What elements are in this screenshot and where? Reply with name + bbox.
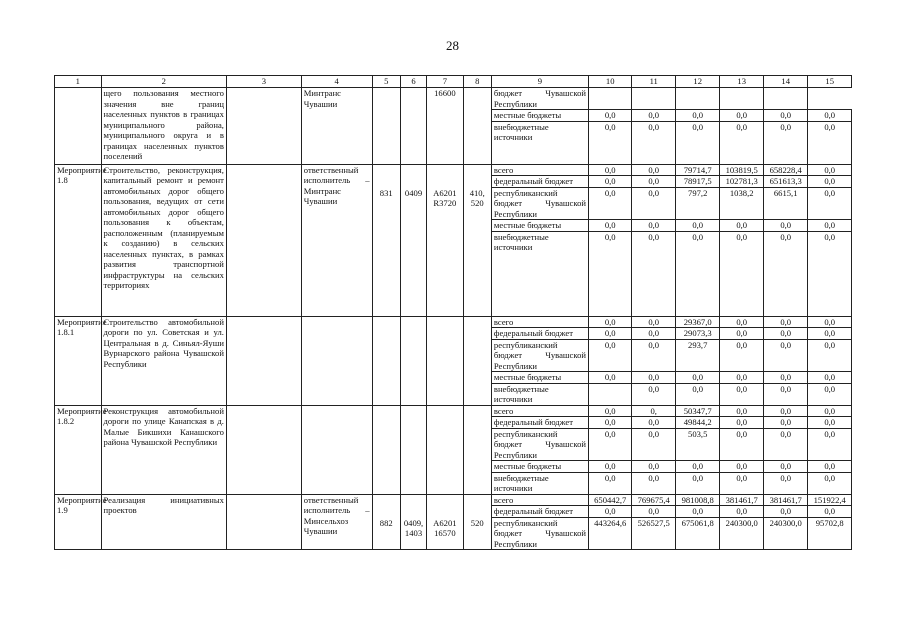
- funding-source: бюджет Чувашской Республики: [491, 88, 588, 110]
- amount-cell: 675061,8: [675, 517, 720, 550]
- measure-code: Мероприятие 1.8: [55, 164, 102, 316]
- funding-source: местные бюджеты: [491, 372, 588, 384]
- amount-cell: 0,0: [720, 339, 763, 372]
- column-number: 2: [101, 76, 226, 88]
- amount-cell: 0,0: [588, 506, 631, 518]
- amount-cell: 0,0: [632, 220, 675, 232]
- amount-cell: 0,0: [588, 417, 631, 429]
- table-row: [55, 164, 852, 176]
- subprogram-cell: [226, 316, 301, 405]
- amount-cell: 103819,5: [720, 164, 763, 176]
- amount-cell: 6615,1: [763, 187, 808, 220]
- amount-cell: 0,0: [720, 231, 763, 316]
- funding-source: республиканский бюджет Чувашской Республики: [491, 517, 588, 550]
- funding-source: всего: [491, 405, 588, 417]
- amount-cell: 0,0: [808, 164, 852, 176]
- target-article: A6201 16570: [427, 494, 463, 550]
- amount-cell: 0,0: [720, 506, 763, 518]
- amount-cell: 381461,7: [763, 494, 808, 506]
- amount-cell: 29367,0: [675, 316, 720, 328]
- amount-cell: 0,0: [588, 328, 631, 340]
- amount-cell: 0,0: [675, 231, 720, 316]
- amount-cell: 0,0: [808, 383, 852, 405]
- target-article: [427, 316, 463, 405]
- funding-source: внебюджетные источники: [491, 472, 588, 494]
- section-code: 0409: [400, 164, 426, 316]
- amount-cell: 650442,7: [588, 494, 631, 506]
- amount-cell: 0,0: [675, 461, 720, 473]
- amount-cell: 0,0: [632, 328, 675, 340]
- grbs-code: 831: [372, 164, 400, 316]
- amount-cell: 0,0: [588, 110, 631, 122]
- amount-cell: 0,0: [588, 164, 631, 176]
- amount-cell: 503,5: [675, 428, 720, 461]
- subprogram-cell: [226, 164, 301, 316]
- amount-cell: 0,0: [588, 187, 631, 220]
- table-row: [55, 88, 852, 110]
- amount-cell: 0,0: [588, 461, 631, 473]
- table-body: [55, 76, 852, 550]
- funding-source: местные бюджеты: [491, 220, 588, 232]
- section-code: 0409, 1403: [400, 494, 426, 550]
- amount-cell: 0,0: [763, 110, 808, 122]
- column-number: 5: [372, 76, 400, 88]
- amount-cell: 0,0: [720, 110, 763, 122]
- amount-cell: 0,0: [588, 121, 631, 164]
- table-row: [55, 494, 852, 506]
- amount-cell: 0,0: [588, 220, 631, 232]
- amount-cell: 0,0: [720, 220, 763, 232]
- amount-cell: 0,0: [632, 339, 675, 372]
- amount-cell: 0,0: [763, 461, 808, 473]
- column-number: 13: [720, 76, 763, 88]
- amount-cell: 0,0: [720, 383, 763, 405]
- amount-cell: 0,0: [632, 187, 675, 220]
- amount-cell: 0,0: [808, 339, 852, 372]
- amount-cell: 0,0: [632, 417, 675, 429]
- column-number: 10: [588, 76, 631, 88]
- amount-cell: 293,7: [675, 339, 720, 372]
- amount-cell: 0,0: [720, 121, 763, 164]
- amount-cell: 0,0: [675, 383, 720, 405]
- column-number: 15: [808, 76, 852, 88]
- amount-cell: 0,0: [720, 328, 763, 340]
- funding-source: всего: [491, 494, 588, 506]
- amount-cell: 0,0: [808, 372, 852, 384]
- amount-cell: 0,0: [632, 121, 675, 164]
- funding-source: федеральный бюджет: [491, 506, 588, 518]
- funding-source: внебюджетные источники: [491, 121, 588, 164]
- column-number-row: [55, 76, 852, 88]
- amount-cell: 651613,3: [763, 176, 808, 188]
- funding-source: местные бюджеты: [491, 461, 588, 473]
- amount-cell: 0,0: [588, 316, 631, 328]
- amount-cell: 0,0: [808, 405, 852, 417]
- amount-cell: 0,0: [763, 316, 808, 328]
- amount-cell: 49844,2: [675, 417, 720, 429]
- page-number: 28: [446, 38, 459, 53]
- amount-cell: 0,0: [588, 339, 631, 372]
- funding-source: внебюджетные источники: [491, 383, 588, 405]
- amount-cell: 0,0: [632, 316, 675, 328]
- executor: [301, 405, 372, 494]
- amount-cell: 797,2: [675, 187, 720, 220]
- funding-source: республиканский бюджет Чувашской Республики: [491, 187, 588, 220]
- expense-group: [463, 88, 491, 165]
- amount-cell: 0,0: [763, 339, 808, 372]
- amount-cell: 0,0: [675, 121, 720, 164]
- amount-cell: 29073,3: [675, 328, 720, 340]
- amount-cell: 0,0: [808, 121, 852, 164]
- measure-name: Строительство, реконструкция, капитальный ремонт и ремонт автомобильных дорог общего пользования, ведущих от сети автомобильных дорог общего пользования к объектам, расположенным (планируемым к созданию) в сельских населенных пунктах, в рамках развития транспортной инфраструктуры на сельских территориях: [101, 164, 226, 316]
- amount-cell: 0,0: [588, 472, 631, 494]
- grbs-code: [372, 88, 400, 165]
- target-article: [427, 405, 463, 494]
- program-table: [54, 75, 852, 550]
- amount-cell: 0,0: [720, 472, 763, 494]
- amount-cell: 0,0: [632, 176, 675, 188]
- amount-cell: 0,0: [632, 428, 675, 461]
- amount-cell: 0,0: [808, 328, 852, 340]
- amount-cell: 0,0: [808, 417, 852, 429]
- amount-cell: 0,0: [808, 220, 852, 232]
- funding-source: федеральный бюджет: [491, 417, 588, 429]
- amount-cell: 79714,7: [675, 164, 720, 176]
- amount-cell: 0,0: [808, 461, 852, 473]
- amount-cell: 0,0: [720, 461, 763, 473]
- amount-cell: 0,0: [632, 372, 675, 384]
- column-number: 4: [301, 76, 372, 88]
- amount-cell: 381461,7: [720, 494, 763, 506]
- funding-source: всего: [491, 316, 588, 328]
- amount-cell: 0,0: [808, 176, 852, 188]
- amount-cell: 151922,4: [808, 494, 852, 506]
- amount-cell: 0,0: [808, 472, 852, 494]
- amount-cell: 981008,8: [675, 494, 720, 506]
- amount-cell: 0,0: [588, 231, 631, 316]
- amount-cell: 0,0: [720, 428, 763, 461]
- amount-cell: 0,0: [808, 187, 852, 220]
- amount-cell: 0,0: [675, 110, 720, 122]
- column-number: 9: [491, 76, 588, 88]
- amount-cell: [675, 88, 720, 110]
- amount-cell: 443264,6: [588, 517, 631, 550]
- expense-group: 410, 520: [463, 164, 491, 316]
- expense-group: [463, 316, 491, 405]
- amount-cell: 0,0: [808, 506, 852, 518]
- measure-code: Мероприятие 1.9: [55, 494, 102, 550]
- expense-group: [463, 405, 491, 494]
- section-code: [400, 316, 426, 405]
- column-number: 14: [763, 76, 808, 88]
- measure-code: Мероприятие 1.8.1: [55, 316, 102, 405]
- amount-cell: 240300,0: [763, 517, 808, 550]
- amount-cell: 0,0: [588, 372, 631, 384]
- amount-cell: 0,0: [763, 506, 808, 518]
- subprogram-cell: [226, 405, 301, 494]
- amount-cell: 0,0: [588, 176, 631, 188]
- amount-cell: 0,0: [763, 372, 808, 384]
- amount-cell: [632, 88, 675, 110]
- funding-source: внебюджетные источники: [491, 231, 588, 316]
- column-number: 1: [55, 76, 102, 88]
- amount-cell: 0,0: [763, 231, 808, 316]
- amount-cell: 0,0: [763, 428, 808, 461]
- amount-cell: 0,0: [720, 405, 763, 417]
- amount-cell: 78917,5: [675, 176, 720, 188]
- amount-cell: 0,0: [763, 121, 808, 164]
- amount-cell: 240300,0: [720, 517, 763, 550]
- amount-cell: 50347,7: [675, 405, 720, 417]
- grbs-code: 882: [372, 494, 400, 550]
- section-code: [400, 405, 426, 494]
- amount-cell: 0,0: [588, 428, 631, 461]
- measure-name: Строительство автомобильной дороги по ул. Советская и ул. Центральная в д. Синьял-Яуши Вурнарского района Чувашской Республики: [101, 316, 226, 405]
- amount-cell: 0,0: [720, 417, 763, 429]
- measure-name: Реализация инициативных проектов: [101, 494, 226, 550]
- amount-cell: 0,0: [808, 428, 852, 461]
- column-number: 6: [400, 76, 426, 88]
- amount-cell: 0,0: [808, 110, 852, 122]
- measure-code: [55, 88, 102, 165]
- amount-cell: 0,0: [632, 164, 675, 176]
- executor: ответственный исполнитель – Минтранс Чувашии: [301, 164, 372, 316]
- amount-cell: 0,0: [675, 372, 720, 384]
- amount-cell: 0,0: [675, 220, 720, 232]
- executor: ответственный исполнитель – Минсельхоз Чувашии: [301, 494, 372, 550]
- column-number: 11: [632, 76, 675, 88]
- funding-source: федеральный бюджет: [491, 176, 588, 188]
- measure-name: щего пользования местного значения вне границ населенных пунктов в границах муниципального района, муниципального округа и в границах населенных пунктов поселений: [101, 88, 226, 165]
- amount-cell: 0,0: [763, 383, 808, 405]
- amount-cell: 0,0: [588, 405, 631, 417]
- expense-group: 520: [463, 494, 491, 550]
- amount-cell: 95702,8: [808, 517, 852, 550]
- amount-cell: [588, 88, 631, 110]
- amount-cell: 769675,4: [632, 494, 675, 506]
- target-article: A6201 R3720: [427, 164, 463, 316]
- amount-cell: 0,0: [720, 372, 763, 384]
- subprogram-cell: [226, 494, 301, 550]
- funding-source: всего: [491, 164, 588, 176]
- funding-source: местные бюджеты: [491, 110, 588, 122]
- amount-cell: 526527,5: [632, 517, 675, 550]
- grbs-code: [372, 405, 400, 494]
- amount-cell: 0,0: [808, 231, 852, 316]
- column-number: 7: [427, 76, 463, 88]
- target-article: 16600: [427, 88, 463, 165]
- measure-code: Мероприятие 1.8.2: [55, 405, 102, 494]
- executor: Минтранс Чувашии: [301, 88, 372, 165]
- table-row: [55, 316, 852, 328]
- subprogram-cell: [226, 88, 301, 165]
- funding-source: федеральный бюджет: [491, 328, 588, 340]
- amount-cell: 0,0: [632, 110, 675, 122]
- amount-cell: 658228,4: [763, 164, 808, 176]
- amount-cell: 0,0: [763, 328, 808, 340]
- amount-cell: 0,0: [632, 472, 675, 494]
- amount-cell: 0,0: [763, 472, 808, 494]
- executor: [301, 316, 372, 405]
- funding-source: республиканский бюджет Чувашской Республики: [491, 339, 588, 372]
- grbs-code: [372, 316, 400, 405]
- amount-cell: 0,0: [720, 316, 763, 328]
- amount-cell: 0,0: [632, 231, 675, 316]
- amount-cell: 0,0: [763, 220, 808, 232]
- amount-cell: 0,0: [675, 506, 720, 518]
- amount-cell: 0,0: [763, 417, 808, 429]
- amount-cell: [720, 88, 763, 110]
- amount-cell: 0,0: [763, 405, 808, 417]
- column-number: 8: [463, 76, 491, 88]
- amount-cell: 0,0: [808, 316, 852, 328]
- funding-source: республиканский бюджет Чувашской Республики: [491, 428, 588, 461]
- table-row: [55, 405, 852, 417]
- amount-cell: 0,: [632, 405, 675, 417]
- amount-cell: [588, 383, 631, 405]
- column-number: 3: [226, 76, 301, 88]
- amount-cell: 0,0: [632, 506, 675, 518]
- amount-cell: 0,0: [675, 472, 720, 494]
- column-number: 12: [675, 76, 720, 88]
- measure-name: Реконструкция автомобильной дороги по улице Канапская в д. Малые Бикшихи Канашского района Чувашской Республики: [101, 405, 226, 494]
- amount-cell: 0,0: [632, 383, 675, 405]
- amount-cell: 102781,3: [720, 176, 763, 188]
- amount-cell: 0,0: [632, 461, 675, 473]
- amount-cell: 1038,2: [720, 187, 763, 220]
- section-code: [400, 88, 426, 165]
- amount-cell: [763, 88, 808, 110]
